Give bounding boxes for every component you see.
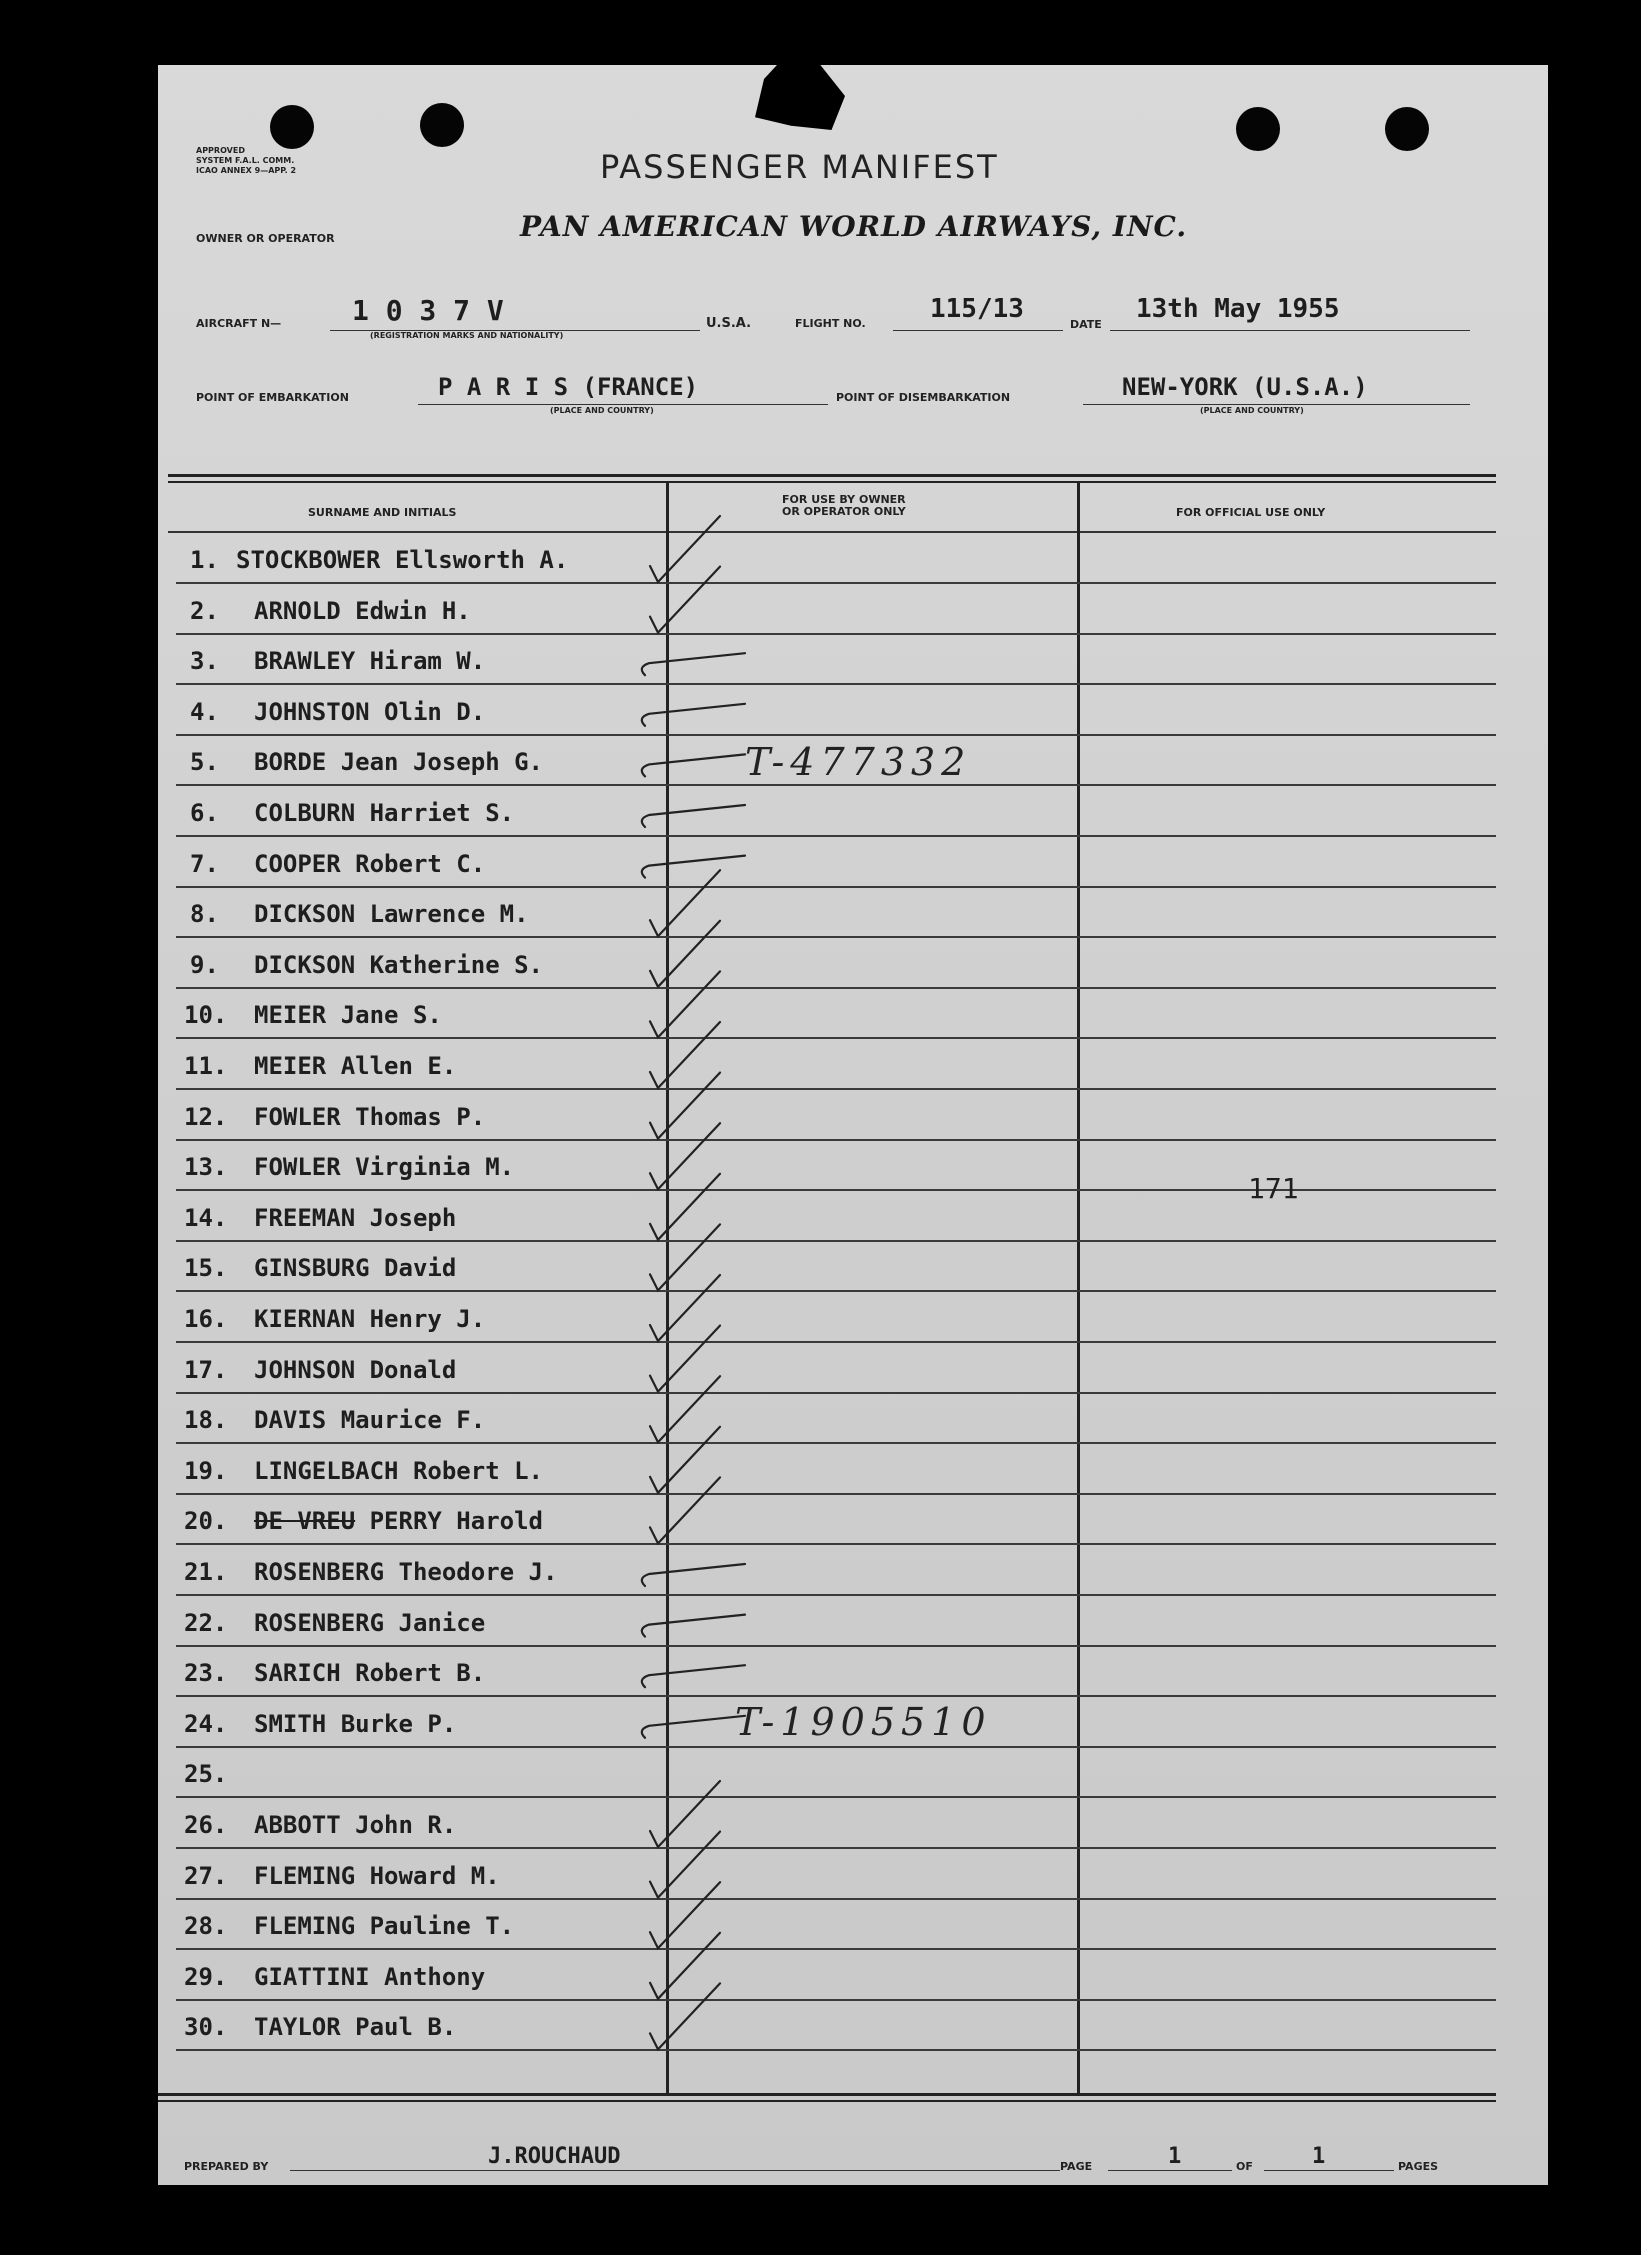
column-header-names: SURNAME AND INITIALS (308, 506, 457, 519)
check-mark (650, 1832, 720, 1898)
passenger-name: BRAWLEY Hiram W. (254, 647, 486, 676)
passenger-name: MEIER Jane S. (254, 1001, 442, 1030)
passenger-name: STOCKBOWER Ellsworth A. (236, 546, 569, 574)
passenger-number: 26. (184, 1811, 228, 1839)
passenger-name: LINGELBACH Robert L. (254, 1456, 543, 1485)
prepared-by-name: J.ROUCHAUD (488, 2144, 621, 2169)
check-mark (642, 653, 745, 675)
check-mark (650, 1781, 720, 1847)
airline-name: PAN AMERICAN WORLD AIRWAYS, INC. (520, 210, 1188, 243)
passenger-name: DICKSON Katherine S. (254, 950, 543, 979)
passenger-number: 22. (184, 1608, 228, 1637)
check-mark (650, 971, 720, 1037)
disembarkation-point: NEW-YORK (U.S.A.) (1122, 373, 1368, 401)
check-mark (650, 1073, 720, 1139)
passenger-number: 4. (190, 697, 219, 726)
passenger-name: TAYLOR Paul B. (254, 2013, 457, 2042)
passenger-name: KIERNAN Henry J. (254, 1305, 486, 1333)
passenger-number: 27. (184, 1861, 228, 1890)
country-label: U.S.A. (706, 316, 752, 331)
passenger-number: 29. (184, 1962, 228, 1991)
passenger-name: ROSENBERG Theodore J. (254, 1558, 558, 1586)
passenger-number: 14. (184, 1203, 228, 1232)
official-note: 171 (1248, 1172, 1299, 1205)
owner-label: OWNER OR OPERATOR (196, 232, 335, 245)
check-mark (650, 1326, 720, 1392)
handwritten-ticket-number: T-477332 (745, 740, 972, 784)
check-mark (642, 704, 745, 726)
passenger-number: 19. (184, 1456, 228, 1485)
check-mark (650, 1022, 720, 1088)
check-mark (650, 1376, 720, 1442)
passenger-name: GINSBURG David (254, 1254, 457, 1283)
check-mark (650, 1174, 720, 1240)
passenger-name: FREEMAN Joseph (254, 1203, 457, 1232)
owner-use-line: OR OPERATOR ONLY (782, 505, 906, 518)
embarkation-note: (PLACE AND COUNTRY) (550, 406, 654, 415)
flight-label: FLIGHT NO. (795, 317, 866, 330)
check-mark (650, 567, 720, 633)
passenger-name: FLEMING Howard M. (254, 1861, 500, 1890)
check-mark (650, 1983, 720, 2049)
approval-line: ICAO ANNEX 9—APP. 2 (196, 166, 297, 175)
check-mark (650, 1477, 720, 1543)
passenger-number: 1. (190, 546, 219, 574)
passenger-number: 30. (184, 2013, 228, 2042)
column-header-official: FOR OFFICIAL USE ONLY (1176, 506, 1326, 519)
passenger-name: FLEMING Pauline T. (254, 1912, 515, 1941)
passenger-number: 5. (190, 748, 219, 777)
passenger-number: 9. (190, 950, 219, 979)
embarkation-label: POINT OF EMBARKATION (196, 391, 349, 404)
passenger-name: FOWLER Virginia M. (254, 1153, 515, 1182)
passenger-name: ARNOLD Edwin H. (254, 596, 471, 625)
passenger-name: JOHNSTON Olin D. (254, 697, 486, 726)
check-mark (642, 1716, 745, 1738)
disembarkation-label: POINT OF DISEMBARKATION (836, 391, 1011, 404)
approval-line: SYSTEM F.A.L. COMM. (196, 156, 295, 165)
passenger-number: 21. (184, 1558, 228, 1586)
passenger-number: 7. (190, 849, 219, 878)
check-mark (642, 1615, 745, 1637)
check-mark (650, 870, 720, 936)
passenger-number: 18. (184, 1406, 228, 1435)
passenger-number: 23. (184, 1659, 228, 1688)
owner-use-line: FOR USE BY OWNER (782, 493, 906, 506)
passenger-name: DAVIS Maurice F. (254, 1406, 486, 1435)
check-mark (642, 754, 745, 776)
disembarkation-note: (PLACE AND COUNTRY) (1200, 406, 1304, 415)
page-total: 1 (1312, 2144, 1326, 2169)
aircraft-label: AIRCRAFT N— (196, 317, 282, 330)
handwritten-ticket-number: T-1905510 (735, 1700, 992, 1744)
check-mark (650, 1933, 720, 1999)
passenger-number: 6. (190, 799, 219, 827)
flight-number: 115/13 (930, 294, 1024, 324)
embarkation-point: P A R I S (FRANCE) (438, 373, 699, 401)
corrected-name: PERRY Harold (355, 1507, 543, 1536)
passenger-number: 8. (190, 900, 219, 929)
of-label: OF (1236, 2160, 1253, 2173)
approval-line: APPROVED (196, 146, 245, 155)
check-mark (650, 1427, 720, 1493)
passenger-number: 28. (184, 1912, 228, 1941)
check-mark (650, 1882, 720, 1948)
check-mark (642, 1564, 745, 1586)
passenger-number: 20. (184, 1507, 228, 1536)
check-mark (642, 856, 745, 878)
passenger-number: 25. (184, 1760, 228, 1789)
check-mark (650, 516, 720, 582)
check-mark (650, 1123, 720, 1189)
passenger-name: SMITH Burke P. (254, 1709, 457, 1738)
passenger-number: 2. (190, 596, 219, 625)
passenger-number: 11. (184, 1052, 228, 1080)
passenger-name: FOWLER Thomas P. (254, 1102, 486, 1131)
passenger-number: 10. (184, 1001, 228, 1030)
passenger-number: 16. (184, 1305, 228, 1333)
check-mark (650, 1224, 720, 1290)
passenger-name: ROSENBERG Janice (254, 1608, 486, 1637)
passenger-number: 17. (184, 1355, 228, 1384)
passenger-number: 3. (190, 647, 219, 676)
passenger-name: JOHNSON Donald (254, 1355, 457, 1384)
passenger-name: GIATTINI Anthony (254, 1962, 486, 1991)
passenger-number: 13. (184, 1153, 228, 1182)
check-mark (642, 805, 745, 827)
passenger-name: ABBOTT John R. (254, 1811, 457, 1839)
passenger-number: 15. (184, 1254, 228, 1283)
passenger-name: MEIER Allen E. (254, 1052, 457, 1080)
passenger-name: COOPER Robert C. (254, 849, 486, 878)
check-mark (650, 1275, 720, 1341)
check-mark (650, 921, 720, 987)
registration-note: (REGISTRATION MARKS AND NATIONALITY) (370, 331, 564, 340)
check-mark (642, 1665, 745, 1687)
document-title: PASSENGER MANIFEST (600, 148, 999, 186)
prepared-by-label: PREPARED BY (184, 2160, 269, 2173)
struck-name: DE VREU (254, 1507, 356, 1536)
passenger-name: DICKSON Lawrence M. (254, 900, 529, 929)
passenger-number: 24. (184, 1709, 228, 1738)
passenger-number: 12. (184, 1102, 228, 1131)
aircraft-registration: 1 0 3 7 V (352, 294, 504, 327)
page-number: 1 (1168, 2144, 1182, 2169)
passenger-name: COLBURN Harriet S. (254, 799, 515, 827)
pages-label: PAGES (1398, 2160, 1439, 2173)
date-label: DATE (1070, 318, 1102, 331)
page-label: PAGE (1060, 2160, 1093, 2173)
flight-date: 13th May 1955 (1136, 294, 1340, 324)
passenger-name: BORDE Jean Joseph G. (254, 748, 543, 777)
passenger-name: SARICH Robert B. (254, 1659, 486, 1688)
